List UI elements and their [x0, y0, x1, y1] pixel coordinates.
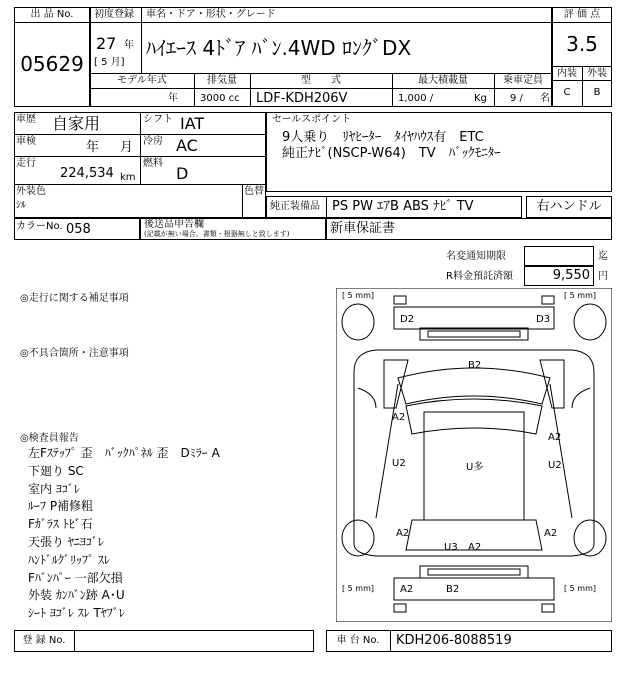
- score: 3.5: [566, 32, 598, 56]
- transfer-box: [524, 246, 594, 266]
- handle: 右ハンドル: [536, 199, 602, 214]
- recycle-label: R料金預託済額: [446, 271, 513, 282]
- transfer-label: 名変通知期限: [446, 251, 506, 262]
- recycle: 9,550: [552, 268, 590, 283]
- color: ｼﾙ: [16, 200, 26, 211]
- max-load-unit: Kg: [474, 93, 487, 104]
- chassis-label: 車 台 No.: [336, 635, 380, 646]
- model-year-label: モデル年式: [117, 75, 167, 86]
- mark-a2-left-door: A2: [392, 412, 406, 423]
- defect-label: ◎不具合箇所・注意事項: [20, 348, 129, 359]
- docs-value: 新車保証書: [330, 221, 396, 236]
- mark-u-roof: U多: [466, 462, 484, 473]
- sales-line-1: 9人乗り ﾘﾔﾋｰﾀｰ ﾀｲﾔﾊｳｽ有 ETC: [282, 130, 484, 145]
- inspection-year: 年: [86, 140, 100, 155]
- mark-u2-right: U2: [548, 460, 562, 471]
- driving-label: ◎走行に関する補足事項: [20, 293, 129, 304]
- fuel: D: [176, 164, 189, 183]
- mark-a2-right-door: A2: [548, 432, 562, 443]
- interior-label: 内装: [557, 68, 577, 79]
- history-label: 車歴: [16, 114, 36, 125]
- shift: IAT: [180, 114, 205, 133]
- tire-tag-tl: [ 5 mm]: [342, 291, 375, 300]
- mark-a2-bumper: A2: [400, 584, 414, 595]
- lot-no-label: 出 品 No.: [30, 9, 74, 20]
- color-no: 058: [66, 222, 91, 237]
- mark-u2-left: U2: [392, 458, 406, 469]
- mileage-label: 走行: [16, 158, 36, 169]
- note-line: Fｶﾞﾗｽ ﾄﾋﾞ石: [28, 517, 93, 532]
- ac: AC: [176, 136, 198, 155]
- mark-a2-right-rear: A2: [544, 528, 558, 539]
- displacement-label: 排気量: [207, 75, 237, 86]
- fuel-label: 燃料: [143, 158, 163, 169]
- tire-tag-br: [ 5 mm]: [564, 584, 597, 593]
- exterior-label: 外装: [587, 68, 607, 79]
- model-year-unit: 年: [168, 93, 178, 104]
- note-line: 天張り ﾔﾆﾖｺﾞﾚ: [28, 534, 104, 549]
- note-line: 下廻り SC: [28, 463, 84, 478]
- mark-a2-left-rear: A2: [396, 528, 410, 539]
- note-line: ﾙｰﾌ P補修粗: [28, 499, 94, 514]
- inspection-label: 車検: [16, 136, 36, 147]
- mark-b2-top: B2: [468, 360, 482, 371]
- shift-label: シフト: [143, 114, 173, 125]
- mark-d2: D2: [400, 314, 415, 325]
- exterior-grade: B: [593, 87, 601, 98]
- mark-d3: D3: [536, 314, 551, 325]
- note-line: 室内 ﾖｺﾞﾚ: [28, 481, 80, 496]
- chassis: KDH206-8088519: [396, 633, 512, 648]
- first-reg-year: 27: [96, 34, 117, 53]
- recycle-unit: 円: [598, 271, 608, 282]
- mark-u3: U3: [444, 542, 458, 553]
- first-reg-label: 初度登録: [94, 9, 134, 20]
- sales-line-2: 純正ﾅﾋﾞ(NSCP-W64) TV ﾊﾞｯｸﾓﾆﾀｰ: [282, 146, 501, 161]
- note-line: Fﾊﾞﾝﾊﾟｰ 一部欠損: [28, 570, 123, 585]
- first-reg-month: [ 5 月]: [94, 57, 125, 68]
- capacity-label: 乗車定員: [503, 75, 543, 86]
- docs-note: (記載が無い場合、書類・根器無しと致します): [144, 230, 290, 238]
- reg-no-label: 登 録 No.: [22, 635, 66, 646]
- car-name-label: 車名・ドア・形状・グレード: [146, 9, 276, 20]
- mileage-unit: km: [120, 172, 136, 183]
- equip-label: 純正装備品: [270, 201, 320, 212]
- capacity: 9 /: [510, 93, 523, 104]
- color-no-label: カラーNo.: [16, 221, 63, 232]
- note-line: ｼｰﾄ ﾖｺﾞﾚ ｽﾚ Tﾔﾌﾞﾚ: [28, 606, 125, 621]
- note-line: 外装 ｶﾝﾊﾞﾝ跡 A･U: [28, 588, 125, 603]
- first-reg-year-unit: 年: [124, 40, 134, 51]
- docs-label: 後送品申告欄: [144, 219, 204, 230]
- note-line: ﾊﾝﾄﾞﾙｸﾞﾘｯﾌﾟ ｽﾚ: [28, 552, 110, 567]
- car-name: ﾊｲｴｰｽ 4ﾄﾞｱ ﾊﾞﾝ.4WD ﾛﾝｸﾞDX: [146, 36, 412, 60]
- interior-grade: C: [563, 87, 571, 98]
- transfer-unit: 迄: [598, 251, 608, 262]
- model: LDF-KDH206V: [256, 91, 348, 106]
- lot-no: 05629: [20, 52, 84, 76]
- mark-a2-tail: A2: [468, 542, 482, 553]
- max-load: 1,000 /: [398, 93, 434, 104]
- mark-b2-bumper: B2: [446, 584, 460, 595]
- equip: PS PW ｴｱB ABS ﾅﾋﾞ TV: [332, 199, 474, 214]
- capacity-unit: 名: [540, 93, 550, 104]
- ac-label: 冷房: [143, 136, 163, 147]
- tire-tag-bl: [ 5 mm]: [342, 584, 375, 593]
- note-line: 左Fｽﾃｯﾌﾟ 歪 ﾊﾞｯｸﾊﾟﾈﾙ 歪 Dﾐﾗｰ A: [28, 446, 220, 460]
- inspector-notes: [28, 445, 220, 623]
- inspector-label: ◎検査員報告: [20, 433, 79, 444]
- history: 自家用: [52, 114, 101, 133]
- mileage: 224,534: [60, 166, 114, 181]
- displacement: 3000 cc: [200, 93, 240, 104]
- inspection-month: 月: [120, 140, 134, 155]
- sales-label: セールスポイント: [272, 114, 352, 125]
- model-label: 型 式: [301, 75, 341, 86]
- score-label: 評 価 点: [563, 9, 601, 20]
- color-label: 外装色: [16, 186, 46, 197]
- recolor-label: 色替: [244, 186, 264, 197]
- max-load-label: 最大積載量: [418, 75, 468, 86]
- tire-tag-tr: [ 5 mm]: [564, 291, 597, 300]
- car-damage-diagram: [336, 288, 612, 622]
